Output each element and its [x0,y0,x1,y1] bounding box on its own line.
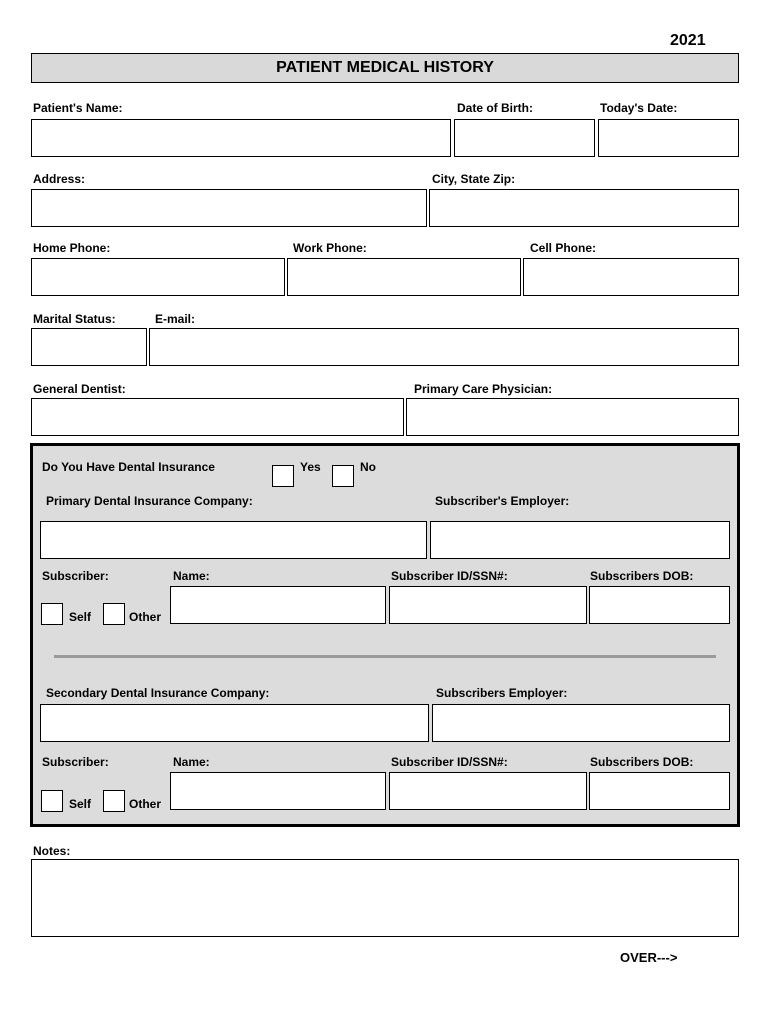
dob-label: Date of Birth: [457,101,533,115]
dental-insurance-question: Do You Have Dental Insurance [42,460,215,474]
general-dentist-field[interactable] [31,398,404,436]
patient-name-label: Patient's Name: [33,101,123,115]
primary-employer-field[interactable] [430,521,730,559]
secondary-subscriber-label: Subscriber: [42,755,109,769]
secondary-name-label: Name: [173,755,210,769]
primary-self-label: Self [69,610,92,624]
notes-label: Notes: [33,844,71,858]
work-phone-field[interactable] [287,258,521,296]
primary-company-label: Primary Dental Insurance Company: [46,494,253,508]
marital-status-field[interactable] [31,328,147,366]
form-year: 2021 [670,32,706,49]
primary-care-physician-field[interactable] [406,398,739,436]
primary-other-label: Other [129,610,162,624]
primary-self-checkbox[interactable] [41,603,63,625]
address-field[interactable] [31,189,427,227]
email-label: E-mail: [155,312,196,326]
primary-subscriber-id-field[interactable] [389,586,587,624]
secondary-id-label: Subscriber ID/SSN#: [391,755,508,769]
patient-name-field[interactable] [31,119,451,157]
dob-field[interactable] [454,119,595,157]
marital-status-label: Marital Status: [33,312,116,326]
insurance-yes-checkbox[interactable] [272,465,294,487]
secondary-self-label: Self [69,797,92,811]
secondary-dob-label: Subscribers DOB: [590,755,694,769]
city-state-zip-label: City, State Zip: [432,172,516,186]
notes-field[interactable] [31,859,739,937]
secondary-employer-label: Subscribers Employer: [436,686,568,700]
primary-id-label: Subscriber ID/SSN#: [391,569,508,583]
page-title: PATIENT MEDICAL HISTORY [31,53,739,83]
email-field[interactable] [149,328,739,366]
general-dentist-label: General Dentist: [33,382,126,396]
primary-care-physician-label: Primary Care Physician: [414,382,553,396]
primary-dob-label: Subscribers DOB: [590,569,694,583]
primary-company-field[interactable] [40,521,427,559]
city-state-zip-field[interactable] [429,189,739,227]
primary-name-label: Name: [173,569,210,583]
secondary-company-field[interactable] [40,704,429,742]
primary-subscriber-name-field[interactable] [170,586,386,624]
home-phone-label: Home Phone: [33,241,111,255]
insurance-divider [54,655,716,658]
primary-subscriber-label: Subscriber: [42,569,109,583]
address-label: Address: [33,172,86,186]
cell-phone-label: Cell Phone: [530,241,597,255]
secondary-subscriber-id-field[interactable] [389,772,587,810]
primary-subscriber-dob-field[interactable] [589,586,730,624]
insurance-yes-label: Yes [300,460,321,474]
secondary-self-checkbox[interactable] [41,790,63,812]
insurance-no-checkbox[interactable] [332,465,354,487]
todays-date-field[interactable] [598,119,739,157]
home-phone-field[interactable] [31,258,285,296]
primary-employer-label: Subscriber's Employer: [435,494,570,508]
secondary-other-label: Other [129,797,162,811]
secondary-other-checkbox[interactable] [103,790,125,812]
todays-date-label: Today's Date: [600,101,678,115]
secondary-company-label: Secondary Dental Insurance Company: [46,686,270,700]
secondary-employer-field[interactable] [432,704,730,742]
secondary-subscriber-name-field[interactable] [170,772,386,810]
secondary-subscriber-dob-field[interactable] [589,772,730,810]
work-phone-label: Work Phone: [293,241,367,255]
over-indicator: OVER---> [620,950,678,965]
insurance-no-label: No [360,460,376,474]
primary-other-checkbox[interactable] [103,603,125,625]
cell-phone-field[interactable] [523,258,739,296]
